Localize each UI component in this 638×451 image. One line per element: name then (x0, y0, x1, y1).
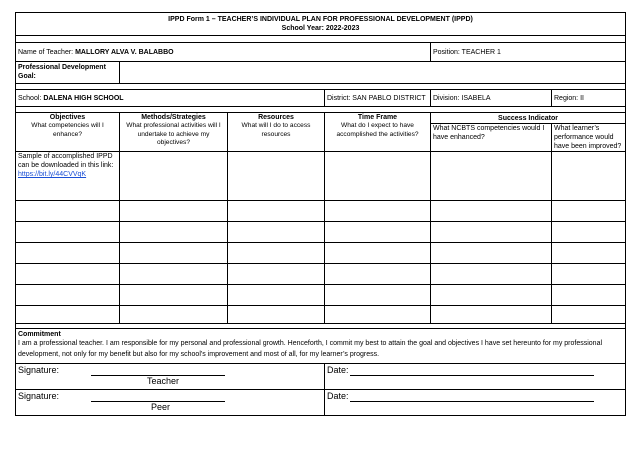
region-cell[interactable] (552, 90, 626, 107)
table-row (16, 306, 626, 324)
teacher-signature-line[interactable] (91, 366, 225, 376)
plan-cell[interactable] (552, 243, 626, 264)
plan-cell[interactable] (431, 222, 552, 243)
plan-cell[interactable] (552, 222, 626, 243)
plan-cell[interactable] (325, 285, 431, 306)
region-text: Region: II (554, 94, 584, 102)
plan-cell[interactable] (325, 201, 431, 222)
plan-cell[interactable] (431, 243, 552, 264)
plan-cell[interactable] (552, 201, 626, 222)
district-text: District: SAN PABLO DISTRICT (327, 94, 426, 102)
school-label: School: (18, 94, 42, 102)
plan-cell[interactable] (228, 306, 325, 324)
teacher-name-value: MALLORY ALVA V. BALABBO (75, 48, 174, 56)
plan-cell[interactable] (16, 222, 120, 243)
form-title: IPPD Form 1 – TEACHER’S INDIVIDUAL PLAN FOR PROFESSIONAL DEVELOPMENT (IPPD) (168, 16, 473, 23)
sample-link[interactable]: https://bit.ly/44CVVqK (18, 171, 87, 178)
col-methods-desc: What professional activities will I undertake to achieve my objectives? (126, 122, 221, 146)
goal-label-cell (16, 62, 120, 84)
teacher-role-label: Teacher (147, 376, 180, 386)
col-success-learner: What learner’s performance would have been improved? (552, 124, 626, 152)
teacher-signature-label: Signature: (18, 365, 60, 375)
sample-cell (16, 152, 120, 201)
ippd-table (15, 12, 626, 416)
col-objectives-header (16, 113, 120, 152)
goal-label: Professional Development Goal: (18, 64, 106, 80)
peer-role-label: Peer (151, 402, 171, 412)
plan-cell[interactable] (431, 201, 552, 222)
teacher-signature-cell[interactable] (16, 364, 325, 390)
plan-cell[interactable] (552, 285, 626, 306)
peer-signature-line[interactable] (91, 392, 225, 402)
division-cell[interactable] (431, 90, 552, 107)
peer-signature-label: Signature: (18, 391, 60, 401)
commitment-text: I am a professional teacher. I am responsible for my personal and professional growth. Henceforth, I commit my best to attain the goal and objectives I have set hereunto for my professional development, not only for my benefit but also for my school’s improvement and most of all, for my learner’s progress. (18, 340, 603, 358)
sample-text: Sample of accomplished IPPD can be downloaded in this link: (18, 153, 114, 169)
col-methods-header (120, 113, 228, 152)
table-row (16, 243, 626, 264)
col-resources-header (228, 113, 325, 152)
school-year: School Year: 2022-2023 (281, 25, 360, 32)
plan-cell[interactable] (431, 152, 552, 201)
table-row (16, 222, 626, 243)
plan-cell[interactable] (228, 222, 325, 243)
teacher-name-label: Name of Teacher: (18, 48, 74, 56)
peer-date-cell[interactable] (325, 390, 626, 416)
col-methods-title: Methods/Strategies (141, 114, 206, 121)
goal-value-cell[interactable] (120, 62, 626, 84)
plan-cell[interactable] (228, 152, 325, 201)
plan-cell[interactable] (16, 243, 120, 264)
peer-date-label: Date: (327, 391, 349, 401)
plan-cell[interactable] (228, 243, 325, 264)
plan-cell[interactable] (228, 264, 325, 285)
division-text: Division: ISABELA (433, 94, 491, 102)
table-row (16, 201, 626, 222)
plan-cell[interactable] (16, 201, 120, 222)
col-success-ncbts: What NCBTS competencies would I have enhanced? (431, 124, 552, 152)
col-resources-title: Resources (258, 114, 294, 121)
teacher-name-cell[interactable] (16, 43, 431, 62)
col-time-title: Time Frame (357, 114, 398, 121)
plan-cell[interactable] (552, 152, 626, 201)
plan-cell[interactable] (120, 222, 228, 243)
plan-cell[interactable] (228, 285, 325, 306)
teacher-date-label: Date: (327, 365, 349, 375)
col-time-header (325, 113, 431, 152)
col-objectives-title: Objectives (49, 114, 86, 121)
table-row (16, 285, 626, 306)
commitment-cell (16, 329, 626, 364)
school-value: DALENA HIGH SCHOOL (43, 94, 124, 102)
plan-cell[interactable] (120, 285, 228, 306)
col-objectives-desc: What competencies will I enhance? (31, 122, 104, 138)
commitment-title: Commitment (18, 331, 61, 338)
plan-cell[interactable] (325, 152, 431, 201)
table-row (16, 264, 626, 285)
plan-cell[interactable] (325, 264, 431, 285)
school-cell[interactable] (16, 90, 325, 107)
plan-cell[interactable] (325, 222, 431, 243)
plan-cell[interactable] (16, 306, 120, 324)
position-text: Position: TEACHER 1 (433, 48, 501, 56)
plan-cell[interactable] (552, 306, 626, 324)
peer-date-line[interactable] (350, 392, 594, 402)
plan-cell[interactable] (431, 306, 552, 324)
plan-cell[interactable] (552, 264, 626, 285)
col-success-title: Success Indicator (431, 113, 626, 124)
teacher-date-line[interactable] (350, 366, 594, 376)
plan-cell[interactable] (120, 243, 228, 264)
plan-cell[interactable] (16, 285, 120, 306)
plan-cell[interactable] (16, 264, 120, 285)
position-cell[interactable] (431, 43, 626, 62)
peer-signature-cell[interactable] (16, 390, 325, 416)
plan-cell[interactable] (431, 264, 552, 285)
col-resources-desc: What will I do to access resources (241, 122, 311, 138)
col-time-desc: What do I expect to have accomplished the activities? (336, 122, 419, 138)
plan-cell[interactable] (120, 306, 228, 324)
district-cell[interactable] (325, 90, 431, 107)
plan-cell[interactable] (325, 243, 431, 264)
teacher-date-cell[interactable] (325, 364, 626, 390)
plan-cell[interactable] (228, 201, 325, 222)
plan-cell[interactable] (120, 264, 228, 285)
ippd-form (15, 12, 625, 416)
plan-cell[interactable] (120, 152, 228, 201)
spacer (16, 36, 626, 43)
form-title-cell (16, 13, 626, 36)
plan-cell[interactable] (325, 306, 431, 324)
plan-cell[interactable] (120, 201, 228, 222)
plan-cell[interactable] (431, 285, 552, 306)
